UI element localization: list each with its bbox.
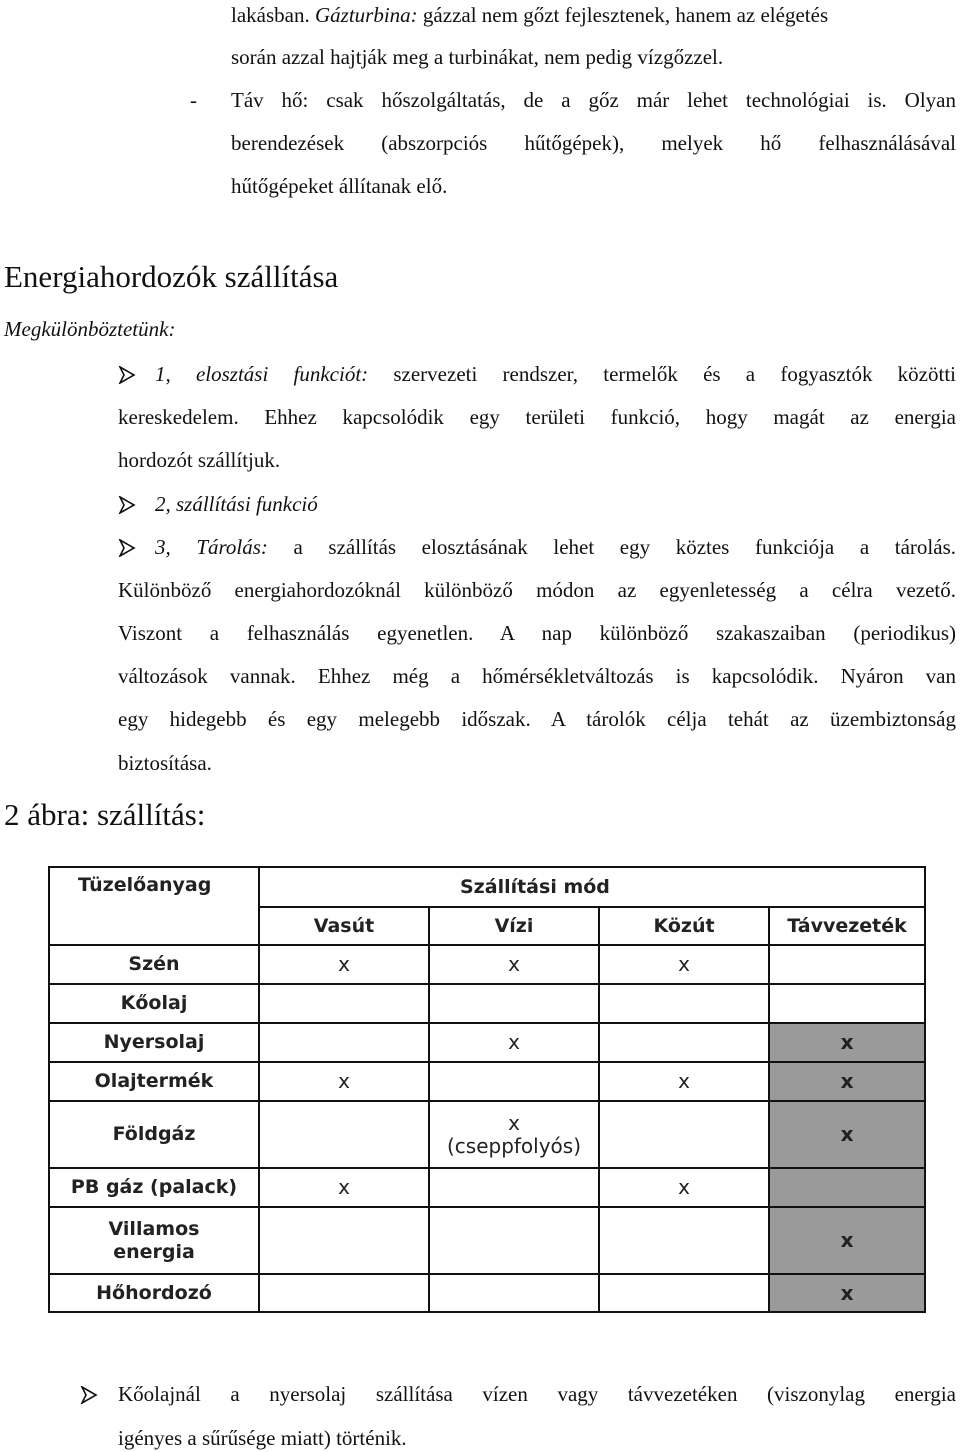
intro-line-5: hűtőgépeket állítanak elő. bbox=[231, 174, 448, 198]
mode-cell bbox=[429, 945, 599, 984]
gasturbine-term: Gázturbina: bbox=[314, 3, 418, 27]
intro-text: lakásban. bbox=[231, 3, 315, 27]
mode-mark: x bbox=[840, 1228, 854, 1252]
mode-cell bbox=[599, 1023, 769, 1062]
mode-mark: x bbox=[840, 1069, 854, 1093]
footer-line-1: Kőolajnál a nyersolaj szállítása vízen vagy távvezetéken (viszonylag energia bbox=[118, 1382, 956, 1406]
transport-table-grid bbox=[48, 866, 926, 1313]
fuel-name bbox=[49, 1101, 259, 1168]
intro-line-4: berendezések (abszorpciós hűtőgépek), melyek hő felhasználásával bbox=[231, 131, 956, 155]
mode-cell bbox=[259, 1168, 429, 1207]
table-row bbox=[49, 1062, 925, 1101]
mode-cell bbox=[259, 1023, 429, 1062]
table-row bbox=[49, 1168, 925, 1207]
mode-cell bbox=[769, 1207, 925, 1274]
section-heading: Energiahordozók szállítása bbox=[4, 259, 339, 294]
bullet-1-line-1 bbox=[155, 361, 956, 387]
mode-mark: x bbox=[840, 1030, 854, 1054]
mode-cell bbox=[599, 1207, 769, 1274]
fuel-name-text: Olajtermék bbox=[94, 1070, 214, 1092]
bullet-3-line-4: változások vannak. Ehhez még a hőmérsékletváltozás is kapcsolódik. Nyáron van bbox=[118, 664, 956, 688]
intro-line-1 bbox=[231, 2, 828, 28]
mode-cell bbox=[599, 984, 769, 1023]
transport-table bbox=[48, 866, 924, 1313]
bullet-1-line-2: kereskedelem. Ehhez kapcsolódik egy területi funkció, hogy magát az energia bbox=[118, 405, 956, 429]
fuel-name bbox=[49, 1168, 259, 1207]
fuel-name-text: Nyersolaj bbox=[103, 1031, 205, 1053]
arrow-bullet-icon bbox=[118, 539, 136, 557]
table-row bbox=[49, 984, 925, 1023]
header-mode: Vasút bbox=[259, 907, 429, 945]
bullet-1-label: 1, elosztási funkciót: bbox=[155, 362, 369, 386]
fuel-name bbox=[49, 1062, 259, 1101]
mode-cell bbox=[429, 1101, 599, 1168]
bullet-3-line-3: Viszont a felhasználás egyenetlen. A nap különböző szakaszaiban (periodikus) bbox=[118, 621, 956, 645]
bullet-1-line-3: hordozót szállítjuk. bbox=[118, 448, 281, 472]
header-transport-mode: Szállítási mód bbox=[259, 867, 925, 907]
mode-mark: x bbox=[678, 1069, 690, 1093]
mode-cell bbox=[769, 1023, 925, 1062]
fuel-name bbox=[49, 1023, 259, 1062]
mode-mark: x bbox=[508, 1110, 520, 1135]
mode-cell bbox=[429, 1023, 599, 1062]
arrow-bullet-icon bbox=[80, 1386, 98, 1404]
fuel-name bbox=[49, 1207, 259, 1274]
mode-mark: x bbox=[338, 1175, 350, 1199]
header-mode: Közút bbox=[599, 907, 769, 945]
table-row bbox=[49, 1207, 925, 1274]
intro-line-3: Táv hő: csak hőszolgáltatás, de a gőz már lehet technológiai is. Olyan bbox=[231, 88, 956, 112]
table-row bbox=[49, 1101, 925, 1168]
bullet-3-label: 3, Tárolás: bbox=[155, 535, 268, 559]
mode-cell bbox=[599, 1168, 769, 1207]
mode-cell bbox=[259, 984, 429, 1023]
fuel-name-text: PB gáz (palack) bbox=[70, 1176, 238, 1198]
mode-cell bbox=[429, 1168, 599, 1207]
mode-cell bbox=[429, 1207, 599, 1274]
mode-cell bbox=[769, 1168, 925, 1207]
fuel-name-text: Villamos bbox=[108, 1217, 200, 1240]
mode-cell bbox=[599, 1274, 769, 1312]
mode-mark: x bbox=[840, 1280, 854, 1305]
fuel-name bbox=[49, 945, 259, 984]
mode-cell bbox=[769, 1062, 925, 1101]
mode-cell bbox=[259, 945, 429, 984]
mode-cell bbox=[769, 945, 925, 984]
fuel-name bbox=[49, 1274, 259, 1312]
mode-mark: x bbox=[678, 952, 690, 976]
header-mode: Távvezeték bbox=[769, 907, 925, 945]
fuel-name bbox=[49, 984, 259, 1023]
table-row bbox=[49, 1023, 925, 1062]
table-header-row bbox=[49, 867, 925, 907]
intro-line-2: során azzal hajtják meg a turbinákat, nem pedig vízgőzzel. bbox=[231, 45, 724, 69]
mode-cell bbox=[769, 1274, 925, 1312]
dash-marker: - bbox=[190, 88, 197, 112]
mode-cell bbox=[769, 1101, 925, 1168]
section-subheading: Megkülönböztetünk: bbox=[4, 317, 176, 341]
bullet-3-line-5: egy hidegebb és egy melegebb időszak. A tárolók célja tehát az üzembiztonság bbox=[118, 707, 956, 731]
mode-mark: x bbox=[338, 1069, 350, 1093]
header-mode: Vízi bbox=[429, 907, 599, 945]
mode-cell bbox=[599, 1101, 769, 1168]
fuel-name-text: Szén bbox=[128, 953, 180, 975]
mode-cell bbox=[259, 1062, 429, 1101]
mode-cell bbox=[429, 984, 599, 1023]
mode-cell bbox=[599, 945, 769, 984]
header-fuel: Tüzelőanyag bbox=[49, 867, 259, 945]
figure-caption: 2 ábra: szállítás: bbox=[4, 797, 206, 832]
mode-cell bbox=[259, 1207, 429, 1274]
fuel-name-text-2: energia bbox=[113, 1240, 195, 1263]
table-row bbox=[49, 945, 925, 984]
table-row bbox=[49, 1274, 925, 1312]
mode-note: (cseppfolyós) bbox=[446, 1133, 582, 1158]
bullet-3-line-2: Különböző energiahordozóknál különböző módon az egyenletesség a célra vezető. bbox=[118, 578, 956, 602]
mode-cell bbox=[599, 1062, 769, 1101]
bullet-2: 2, szállítási funkció bbox=[155, 492, 318, 516]
mode-cell bbox=[259, 1101, 429, 1168]
intro-text: gázzal nem gőzt fejlesztenek, hanem az elégetés bbox=[417, 3, 829, 27]
bullet-1-text: szervezeti rendszer, termelők és a fogyasztók közötti bbox=[368, 362, 957, 386]
mode-cell bbox=[769, 984, 925, 1023]
arrow-bullet-icon bbox=[118, 366, 136, 384]
mode-mark: x bbox=[338, 952, 350, 976]
fuel-name-text: Földgáz bbox=[112, 1123, 196, 1145]
fuel-name-text: Hőhordozó bbox=[96, 1281, 212, 1304]
mode-cell bbox=[259, 1274, 429, 1312]
arrow-bullet-icon bbox=[118, 496, 136, 514]
mode-cell bbox=[429, 1274, 599, 1312]
bullet-3-text: a szállítás elosztásának lehet egy köztes funkciója a tárolás. bbox=[267, 535, 956, 559]
fuel-name-text: Kőolaj bbox=[120, 992, 188, 1014]
bullet-3-line-1 bbox=[155, 534, 956, 560]
footer-line-2: igényes a sűrűsége miatt) történik. bbox=[118, 1426, 407, 1450]
bullet-3-line-6: biztosítása. bbox=[118, 751, 212, 775]
mode-mark: x bbox=[840, 1122, 854, 1146]
mode-cell bbox=[429, 1062, 599, 1101]
mode-mark: x bbox=[508, 1030, 520, 1054]
mode-mark: x bbox=[678, 1175, 690, 1199]
mode-mark: x bbox=[508, 952, 520, 976]
